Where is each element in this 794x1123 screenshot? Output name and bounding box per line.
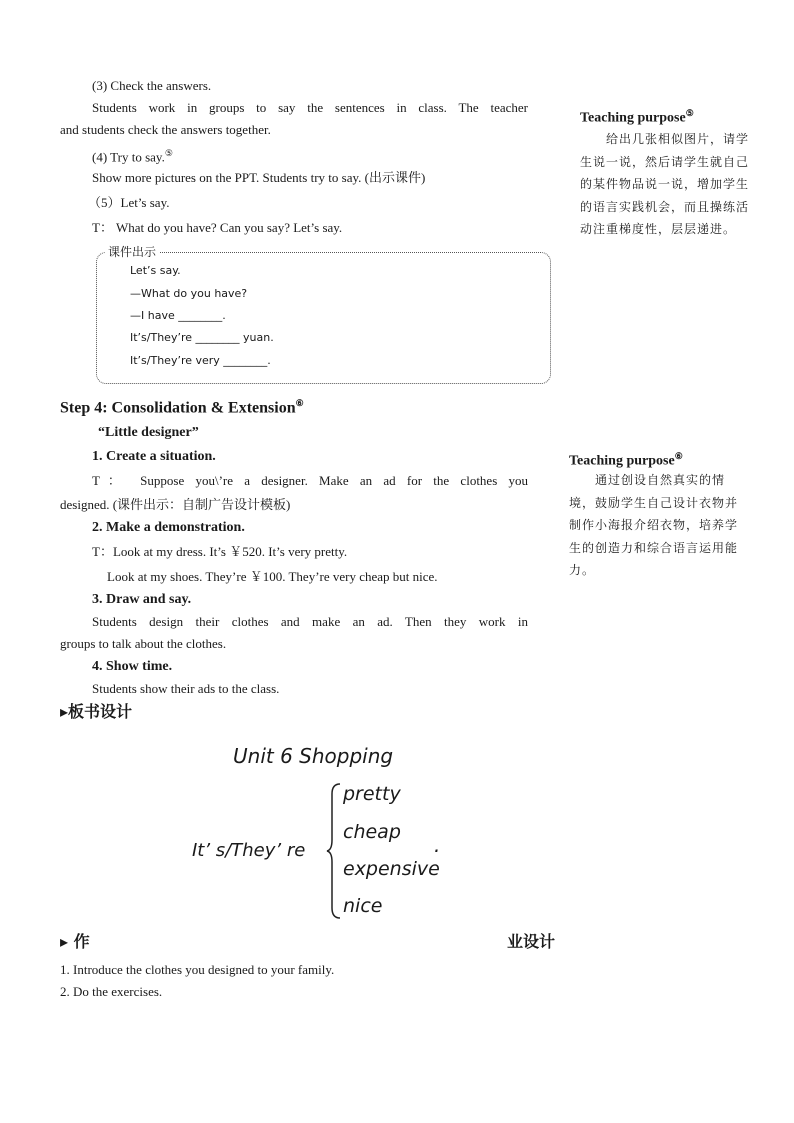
item2-title: 2. Make a demonstration. — [92, 520, 245, 535]
item1-line-2: designed. (课件出示：自制广告设计模板) — [60, 497, 291, 512]
board-title: Unit 6 Shopping — [233, 744, 394, 768]
courseware-line: —What do you have? — [130, 287, 248, 300]
note-mark: ⑥ — [295, 398, 304, 408]
item2-line-2: Look at my shoes. They’re ￥100. They’re very cheap but nice. — [107, 569, 438, 584]
courseware-line: It’s/They’re very ________. — [130, 354, 271, 367]
item1-line-1: T： Suppose you\’re a designer. Make an ad for the clothes you — [92, 473, 528, 488]
step4-heading-label: Step 4: Consolidation & Extension — [60, 399, 296, 417]
board-word: cheap — [343, 821, 401, 843]
sidebar-text: 通过创设自然真实的情境，鼓励学生自己设计衣物并制作小海报介绍衣物，培养学生的创造力和综合语言运用能力。 — [569, 473, 739, 577]
check-answers-title: (3) Check the answers. — [92, 78, 212, 93]
courseware-line: It’s/They’re ________ yuan. — [130, 331, 274, 344]
courseware-tag: 课件出示 — [105, 243, 159, 260]
board-word: expensive — [343, 858, 440, 880]
board-heading: ▸板书设计 — [60, 702, 133, 721]
try-to-say-label: (4) Try to say. — [92, 149, 165, 165]
sidebar-heading — [580, 108, 694, 127]
homework-heading-right: 业设计 — [507, 932, 556, 951]
item3-line-1: Students design their clothes and make an ad. Then they work in — [92, 614, 528, 629]
courseware-line: —I have ________. — [130, 309, 226, 322]
item2-line-1: T：Look at my dress. It’s ￥520. It’s very pretty. — [92, 544, 348, 559]
item1-title: 1. Create a situation. — [92, 449, 216, 464]
homework-heading-left: ▸ 作 — [60, 932, 90, 951]
lets-say-title: （5）Let’s say. — [88, 195, 170, 210]
board-stem: It’ s/They’ re — [192, 840, 306, 861]
board-word: pretty — [343, 783, 401, 805]
board-dot: . — [434, 833, 441, 857]
homework-item: 2. Do the exercises. — [60, 984, 163, 999]
courseware-line: Let’s say. — [130, 264, 181, 277]
sidebar-heading — [569, 451, 683, 470]
lets-say-body: T： What do you have? Can you say? Let’s say. — [92, 220, 343, 235]
note-mark: ⑥ — [674, 451, 683, 461]
check-answers-line-1: Students work in groups to say the sentences in class. The teacher — [92, 100, 528, 115]
try-to-say-body: Show more pictures on the PPT. Students try to say. (出示课件) — [92, 170, 426, 185]
note-mark: ⑤ — [164, 148, 173, 158]
note-mark: ⑤ — [685, 108, 694, 118]
homework-item: 1. Introduce the clothes you designed to your family. — [60, 962, 335, 977]
check-answers-line-2: and students check the answers together. — [60, 122, 271, 137]
step4-subtitle: “Little designer” — [98, 425, 199, 440]
item4-title: 4. Show time. — [92, 659, 173, 674]
item3-line-2: groups to talk about the clothes. — [60, 636, 227, 651]
item4-line-1: Students show their ads to the class. — [92, 681, 280, 696]
sidebar-text: 给出几张相似图片，请学生说一说，然后请学生就自己的某件物品说一说，增加学生的语言实践机会，而且操练活动注重梯度性，层层递进。 — [580, 132, 750, 236]
sidebar-heading-label: Teaching purpose — [569, 453, 675, 469]
sidebar-heading-label: Teaching purpose — [580, 110, 686, 126]
item3-title: 3. Draw and say. — [92, 592, 192, 607]
board-word: nice — [343, 895, 383, 917]
step4-heading — [60, 398, 304, 417]
try-to-say-title — [92, 145, 173, 165]
